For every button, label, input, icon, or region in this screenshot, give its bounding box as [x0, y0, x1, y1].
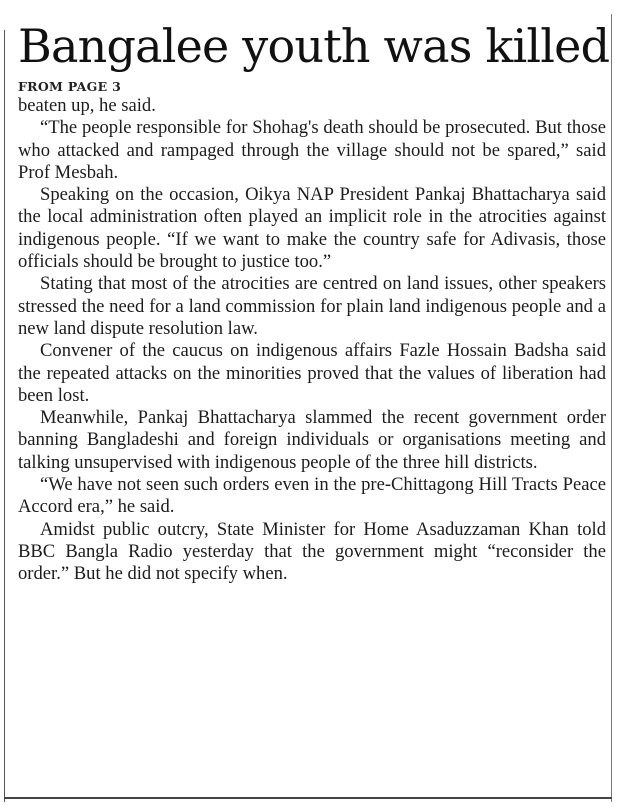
jump-line: FROM PAGE 3 — [18, 79, 122, 94]
column-rule-left — [4, 30, 5, 802]
column-rule-right — [611, 14, 612, 802]
paragraph-4: Stating that most of the atrocities are centred on land issues, other speakers stressed the need for a land commission for plain land indigenous people and a new land dispute resolution law. — [18, 273, 606, 339]
headline: Bangalee youth was killed — [18, 19, 610, 73]
column-rule-bottom — [4, 797, 612, 799]
paragraph-2: “The people responsible for Shohag's death should be prosecuted. But those who attacked and rampaged through the village should not be spared,” said Prof Mesbah. — [18, 117, 606, 183]
news-article — [18, 18, 610, 586]
paragraph-3: Speaking on the occasion, Oikya NAP President Pankaj Bhattacharya said the local administration often played an implicit role in the atrocities against indigenous people. “If we want to make the country safe for Adivasis, those officials should be brought to justice too.” — [18, 184, 606, 273]
paragraph-6: Meanwhile, Pankaj Bhattacharya slammed the recent government order banning Bangladeshi and foreign individuals or organisations meeting and talking unsupervised with indigenous people of the three hill districts. — [18, 407, 606, 473]
paragraph-1: beaten up, he said. — [18, 95, 156, 116]
paragraph-5: Convener of the caucus on indigenous affairs Fazle Hossain Badsha said the repeated attacks on the minorities proved that the values of liberation had been lost. — [18, 340, 606, 406]
article-body — [18, 95, 606, 586]
paragraph-7: “We have not seen such orders even in the pre-Chittagong Hill Tracts Peace Accord era,” he said. — [18, 474, 606, 518]
paragraph-8: Amidst public outcry, State Minister for Home Asaduzzaman Khan told BBC Bangla Radio yesterday that the government might “reconsider the order.” But he did not specify when. — [18, 518, 606, 585]
